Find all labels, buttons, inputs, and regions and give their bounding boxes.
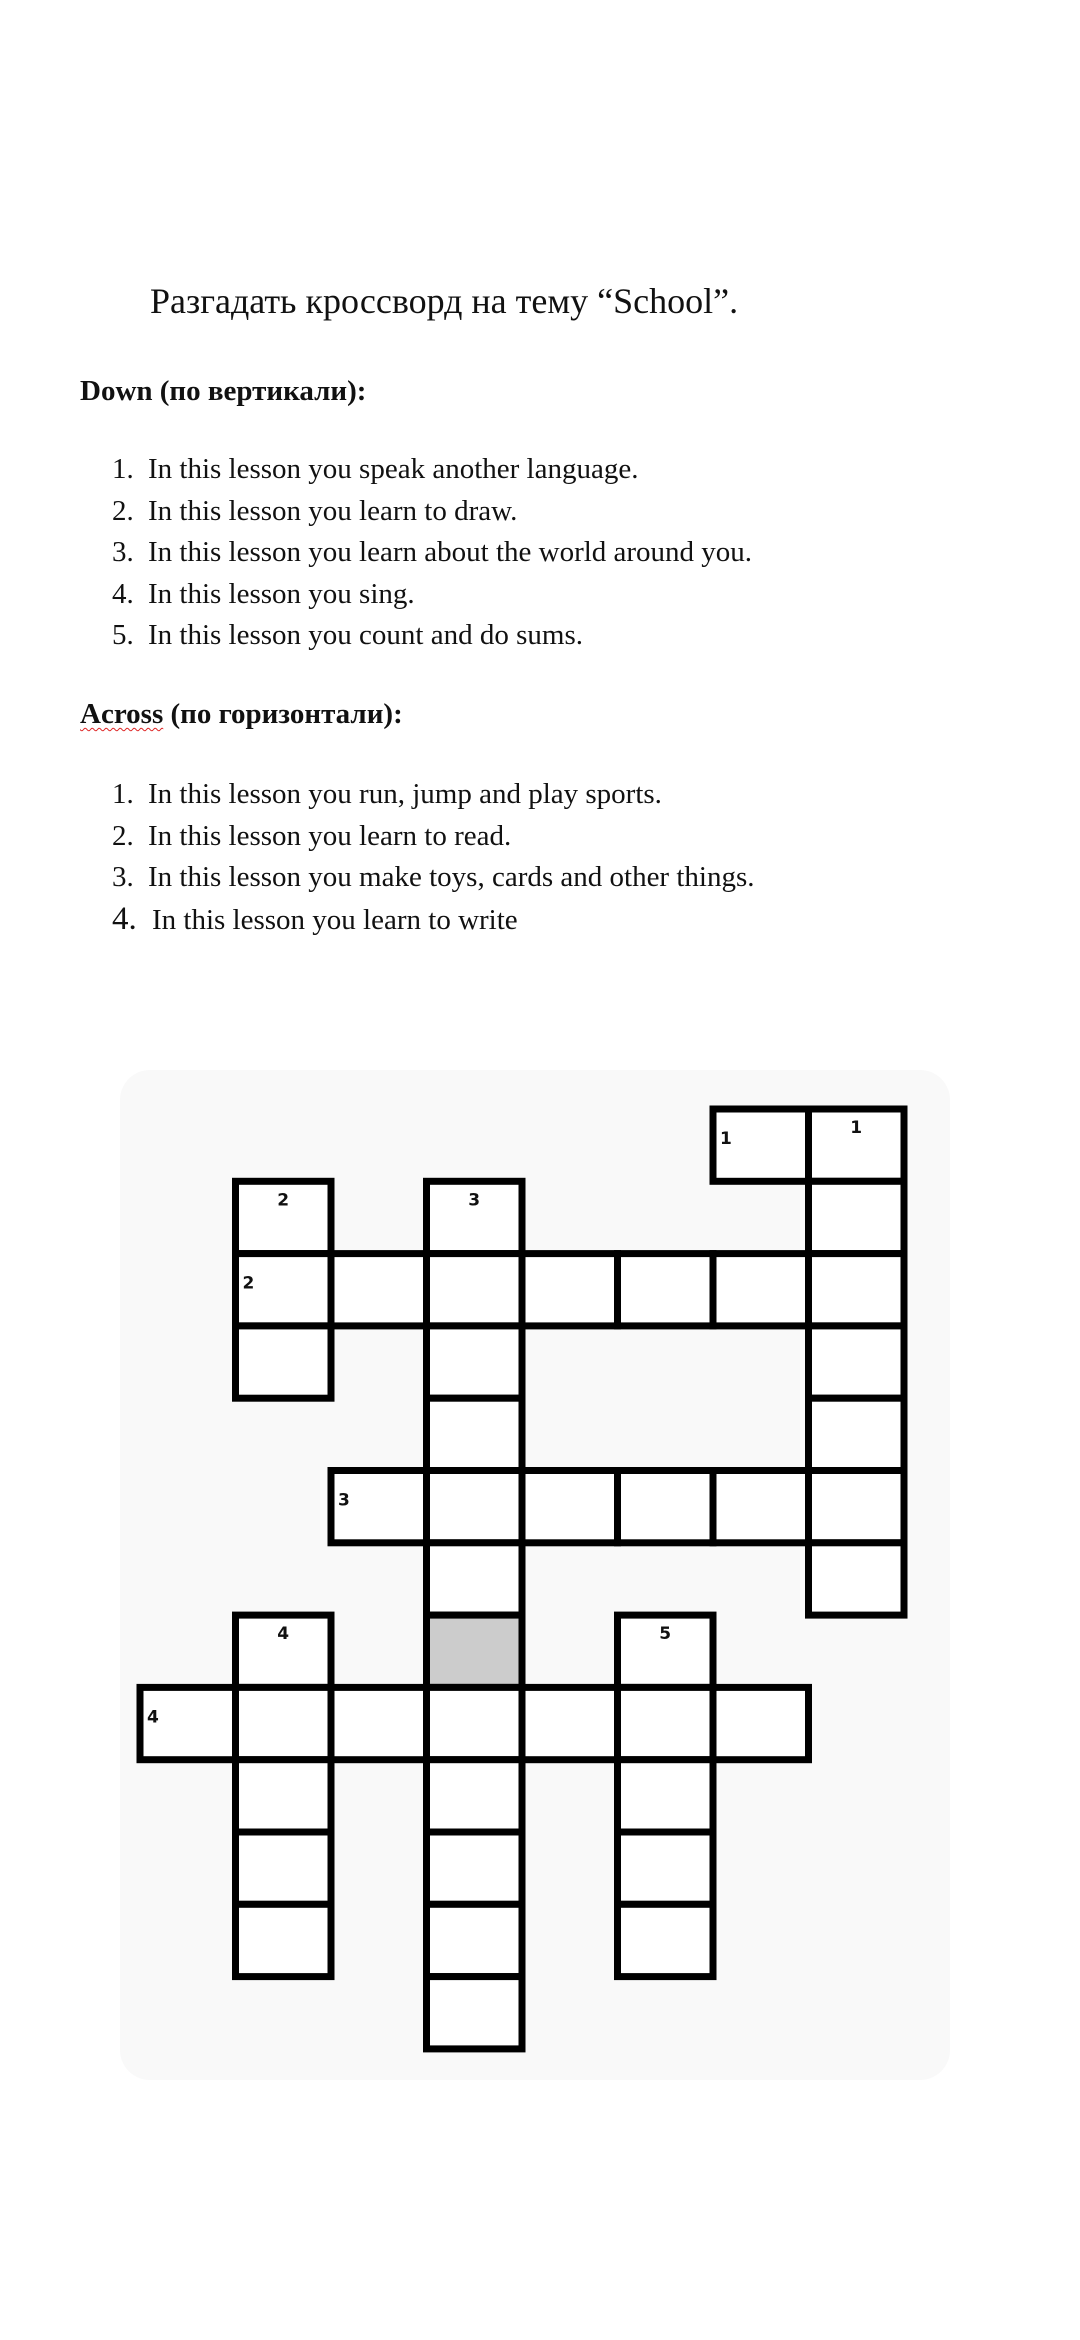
clue-number: 1. xyxy=(112,453,134,485)
crossword-cell[interactable] xyxy=(713,1254,809,1326)
crossword-cell[interactable] xyxy=(522,1687,618,1759)
crossword-cell[interactable] xyxy=(427,1326,523,1398)
clue-text: In this lesson you count and do sums. xyxy=(148,619,583,651)
crossword-clue-number: 1 xyxy=(720,1129,732,1149)
crossword-cell[interactable] xyxy=(809,1398,905,1470)
clue-text: In this lesson you learn about the world around you. xyxy=(148,536,753,568)
crossword-cell[interactable] xyxy=(331,1687,427,1759)
crossword-clue-number: 3 xyxy=(338,1490,350,1511)
crossword-cell[interactable] xyxy=(427,1398,523,1470)
page-title: Разгадать кроссворд на тему “School”. xyxy=(150,281,739,321)
crossword-clue-number: 1 xyxy=(850,1118,863,1138)
clue-text: In this lesson you sing. xyxy=(148,577,415,610)
clue-number: 2. xyxy=(112,494,134,527)
crossword-cell[interactable] xyxy=(236,1904,332,1976)
clue-number: 5. xyxy=(112,619,134,651)
crossword-cell[interactable] xyxy=(427,1904,523,1976)
crossword-cell[interactable] xyxy=(427,1543,523,1615)
crossword-cell[interactable] xyxy=(427,1760,523,1832)
crossword-cell[interactable] xyxy=(331,1254,427,1326)
clue-text: In this lesson you speak another language. xyxy=(148,453,639,485)
across-heading-rest: (по горизонтали): xyxy=(163,698,403,730)
crossword-cell[interactable] xyxy=(618,1471,714,1543)
crossword-cell[interactable] xyxy=(427,1254,523,1326)
crossword-cell[interactable] xyxy=(236,1326,332,1398)
crossword-clue-number: 2 xyxy=(242,1273,255,1294)
crossword-cell[interactable] xyxy=(522,1254,618,1326)
crossword-clue-number: 3 xyxy=(468,1190,481,1211)
crossword-clue-number: 2 xyxy=(277,1190,290,1211)
crossword-cell[interactable] xyxy=(618,1832,714,1904)
crossword-cell[interactable] xyxy=(618,1687,714,1759)
clue-number: 1. xyxy=(112,778,134,810)
crossword-cell[interactable] xyxy=(618,1254,714,1326)
clue-number: 2. xyxy=(112,819,134,852)
crossword-clue-number: 4 xyxy=(147,1707,159,1728)
clue-text: In this lesson you learn to draw. xyxy=(148,494,518,527)
clue-number: 3. xyxy=(112,861,134,893)
crossword-cell[interactable] xyxy=(236,1760,332,1832)
crossword-cell[interactable] xyxy=(427,1977,523,2049)
crossword-cell[interactable] xyxy=(809,1543,905,1615)
crossword-cell[interactable] xyxy=(809,1254,905,1326)
crossword-cell[interactable] xyxy=(809,1471,905,1543)
clue-text: In this lesson you run, jump and play sports. xyxy=(148,778,662,810)
clue-number: 3. xyxy=(112,536,134,568)
crossword-cell[interactable] xyxy=(427,1471,523,1543)
down-heading: Down (по вертикали): xyxy=(80,375,367,407)
across-heading-word: Across xyxy=(80,698,164,730)
clue-text: In this lesson you make toys, cards and other things. xyxy=(148,861,755,893)
crossword-cell[interactable] xyxy=(809,1326,905,1398)
crossword-clue-number: 5 xyxy=(659,1624,672,1645)
crossword-shaded-cell[interactable] xyxy=(427,1615,523,1687)
crossword-cell[interactable] xyxy=(236,1687,332,1759)
crossword-cell[interactable] xyxy=(713,1471,809,1543)
clue-text: In this lesson you learn to read. xyxy=(148,819,512,852)
clue-number: 4. xyxy=(112,577,134,610)
crossword-cell[interactable] xyxy=(809,1181,905,1253)
crossword-cell[interactable] xyxy=(618,1904,714,1976)
clue-text: In this lesson you learn to write xyxy=(152,903,518,936)
crossword-clue-number: 4 xyxy=(277,1624,290,1645)
crossword-cell[interactable] xyxy=(427,1832,523,1904)
crossword-cell[interactable] xyxy=(427,1687,523,1759)
crossword-cell[interactable] xyxy=(713,1687,809,1759)
crossword-cell[interactable] xyxy=(618,1760,714,1832)
crossword-cell[interactable] xyxy=(522,1471,618,1543)
crossword-cell[interactable] xyxy=(236,1832,332,1904)
clue-number: 4. xyxy=(112,900,137,937)
